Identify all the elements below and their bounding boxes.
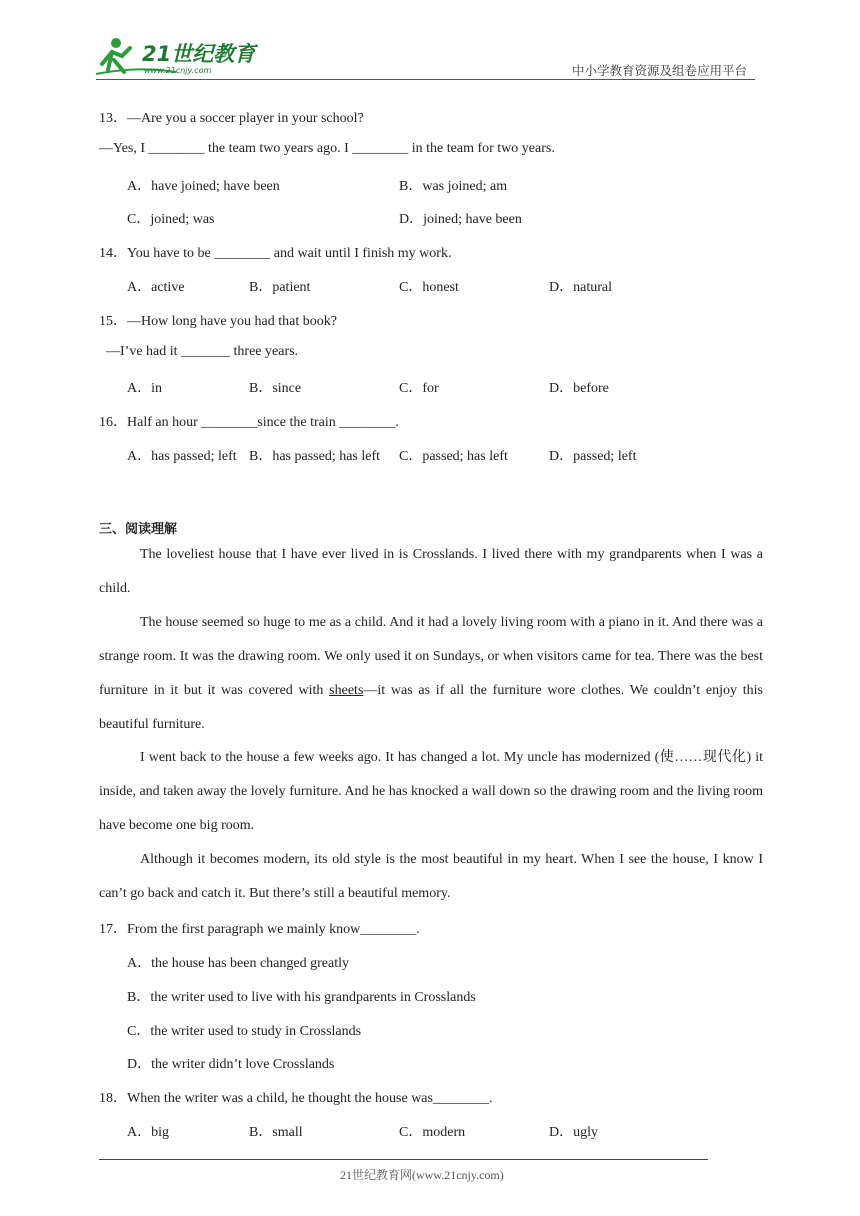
question-13-option-b: B．was joined; am <box>399 179 508 194</box>
footer-text: 21世纪教育网(www.21cnjy.com) <box>340 1168 504 1182</box>
footer-divider <box>99 1159 708 1160</box>
question-15-option-c: C．for <box>399 381 439 396</box>
header-divider <box>96 79 755 80</box>
question-15-option-b: B．since <box>249 381 302 396</box>
question-15-option-d: D．before <box>549 381 609 396</box>
question-16-option-d: D．passed; left <box>549 449 637 464</box>
header-platform-text: 中小学教育资源及组卷应用平台 <box>572 64 748 78</box>
passage-paragraph-4: Although it becomes modern, its old style is the most beautiful in my heart. When I see the house, I know I can’t go back and catch it. But there’s still a beautiful memory. <box>99 852 763 901</box>
question-18-option-c: C．modern <box>399 1125 466 1140</box>
question-17-option-d: D．the writer didn’t love Crosslands <box>127 1057 335 1072</box>
question-13-option-a: A．have joined; have been <box>127 179 280 194</box>
underlined-word-sheets: sheets <box>329 683 364 698</box>
question-18-option-b: B．small <box>249 1125 303 1140</box>
logo-text: 21世纪教育 <box>142 42 256 66</box>
question-18-option-a: A．big <box>127 1125 169 1140</box>
passage-paragraph-3: I went back to the house a few weeks ago. It has changed a lot. My uncle has modernized (使……现代化) it inside, and taken away the lovely furniture. And he has knocked a wall down so the drawing room and the living room have become one big room. <box>99 750 763 833</box>
question-16-option-c: C．passed; has left <box>399 449 508 464</box>
question-13-option-c: C．joined; was <box>127 212 215 227</box>
passage-paragraph-2 <box>99 606 763 742</box>
question-16-option-a: A．has passed; left <box>127 449 237 464</box>
question-13-stem: 13．—Are you a soccer player in your school? <box>99 111 364 126</box>
question-14-option-c: C．honest <box>399 280 459 295</box>
question-13-option-d: D．joined; have been <box>399 212 522 227</box>
question-14-option-d: D．natural <box>549 280 612 295</box>
logo-url: www.21cnjy.com <box>144 66 212 75</box>
question-15-stem2: —I’ve had it _______ three years. <box>106 344 299 359</box>
question-14-option-b: B．patient <box>249 280 311 295</box>
passage-paragraph-1: The loveliest house that I have ever lived in is Crosslands. I lived there with my grandparents when I was a child. <box>99 547 763 596</box>
question-15-option-a: A．in <box>127 381 162 396</box>
question-17-stem: 17．From the first paragraph we mainly know________. <box>99 922 420 937</box>
passage-paragraph-2-text-b: —it was as if all the furniture wore clothes. We couldn’t enjoy this beautiful furniture. <box>99 683 763 732</box>
question-17-option-a: A．the house has been changed greatly <box>127 956 349 971</box>
question-16-stem: 16．Half an hour ________since the train ________. <box>99 415 399 430</box>
section-title: 三、阅读理解 <box>99 522 178 537</box>
question-14-stem: 14．You have to be ________ and wait until I finish my work. <box>99 246 452 261</box>
question-14-option-a: A．active <box>127 280 185 295</box>
question-17-option-c: C．the writer used to study in Crosslands <box>127 1024 362 1039</box>
question-16-option-b: B．has passed; has left <box>249 449 381 464</box>
site-logo <box>96 36 261 78</box>
passage-paragraph-2-text-a: The house seemed so huge to me as a child. And it had a lovely living room with a piano in it. And there was a strange room. It was the drawing room. We only used it on Sundays, or when visitors came for tea. There was the best furniture in it but it was covered with <box>99 615 763 698</box>
question-17-option-b: B．the writer used to live with his grandparents in Crosslands <box>127 990 476 1005</box>
question-13-stem2: —Yes, I ________ the team two years ago. I ________ in the team for two years. <box>99 141 555 156</box>
question-18-option-d: D．ugly <box>549 1125 598 1140</box>
question-18-stem: 18．When the writer was a child, he thought the house was________. <box>99 1091 493 1106</box>
question-15-stem: 15．—How long have you had that book? <box>99 314 337 329</box>
